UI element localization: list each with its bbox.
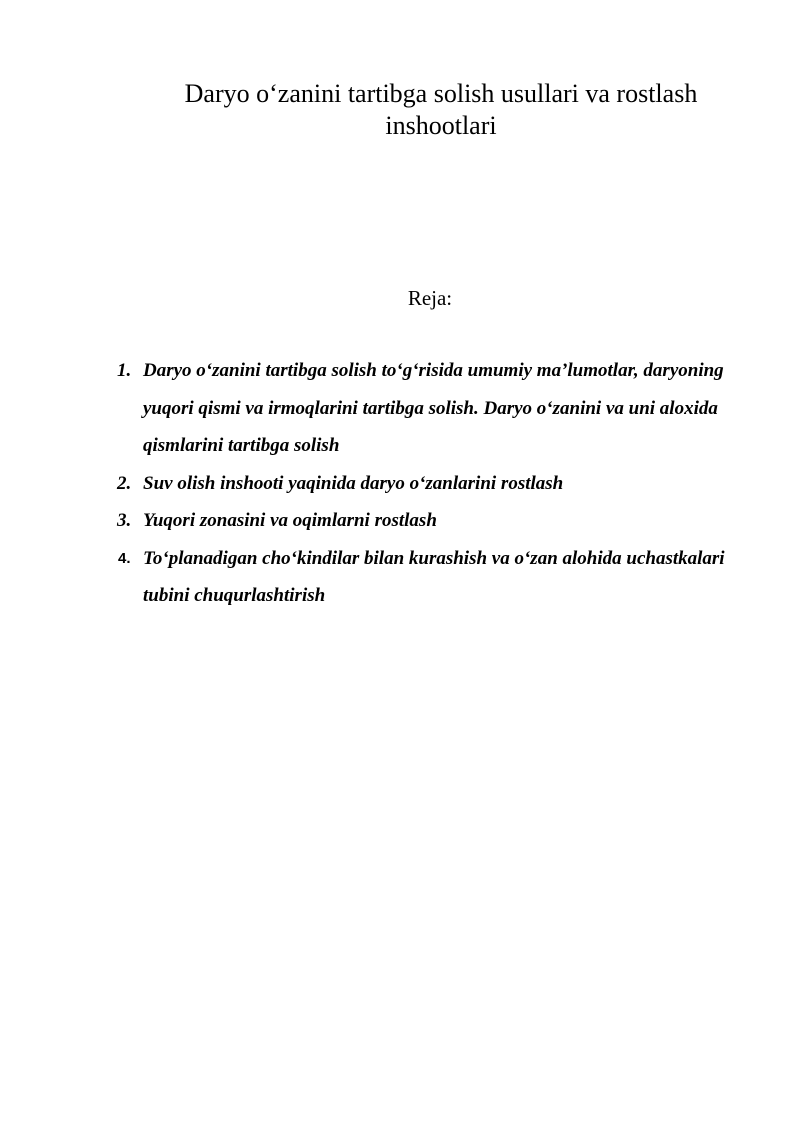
plan-item-1 — [0, 352, 800, 465]
plan-item-4 — [0, 540, 800, 615]
plan-item-number: 1. — [117, 360, 132, 381]
plan-item-2 — [0, 465, 800, 503]
plan-item-number: 4. — [118, 549, 131, 567]
plan-heading: Reja: — [407, 286, 453, 310]
plan-item-text: To‘planadigan cho‘kindilar bilan kurashish va o‘zan alohida uchastkalari tubini chuqurlashtirish — [143, 547, 725, 606]
document-title: Daryo o‘zanini tartibga solish usullari va rostlash inshootlari — [184, 79, 698, 140]
plan-list — [0, 352, 800, 615]
plan-item-text: Suv olish inshooti yaqinida daryo o‘zanlarini rostlash — [143, 472, 564, 494]
plan-item-number: 2. — [117, 472, 132, 494]
plan-item-number: 3. — [117, 510, 132, 531]
plan-item-text: Daryo o‘zanini tartibga solish to‘g‘risida umumiy ma’lumotlar, daryoning yuqori qismi va irmoqlarini tartibga solish. Daryo o‘zanini va uni aloxida qismlarini tartibga solish — [143, 360, 724, 456]
plan-item-text: Yuqori zonasini va oqimlarni rostlash — [143, 510, 437, 531]
plan-item-3 — [0, 502, 800, 540]
